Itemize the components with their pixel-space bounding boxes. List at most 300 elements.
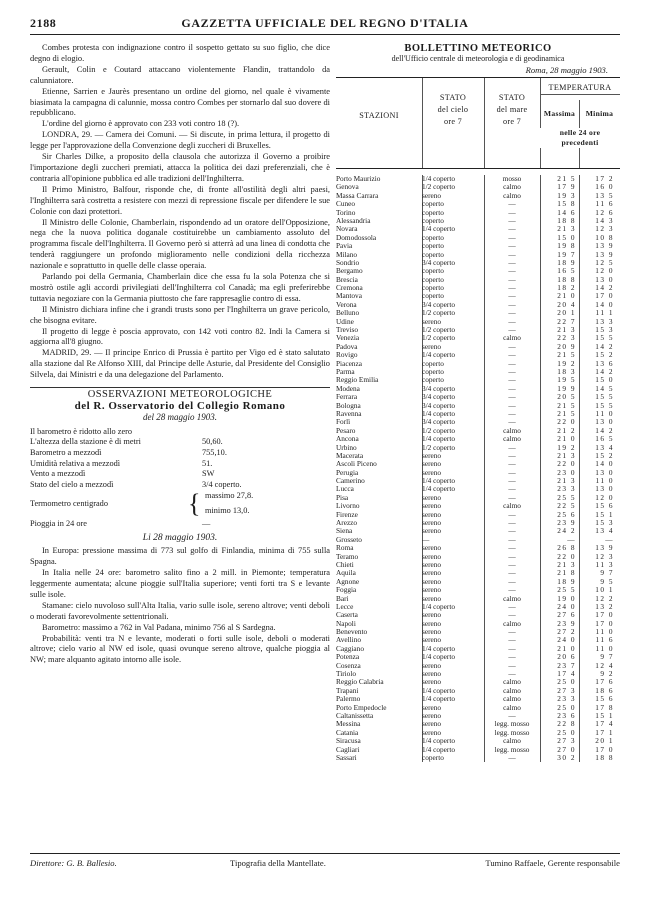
thermometer-max: massimo 27,8. <box>205 491 254 501</box>
sea-state: — <box>508 208 516 217</box>
table-row <box>336 670 620 678</box>
sea-state: legg. mosso <box>494 745 530 754</box>
table-row <box>336 175 620 183</box>
table-row <box>336 687 620 695</box>
table-row <box>336 527 620 535</box>
station-name: Aquila <box>336 569 356 578</box>
temp-max: 21 0 <box>557 291 576 301</box>
station-name: Genova <box>336 183 359 192</box>
table-row <box>336 452 620 460</box>
sky-state: coperto <box>422 753 444 762</box>
sea-state: calmo <box>503 703 521 712</box>
observation-row <box>30 480 330 491</box>
temp-max: 21 5 <box>557 350 576 360</box>
temp-min: 18 6 <box>595 685 614 695</box>
station-name: Perugia <box>336 468 359 477</box>
station-name: Trapani <box>336 686 359 695</box>
sea-state: — <box>508 326 516 335</box>
temp-max: 23 7 <box>557 660 576 670</box>
temp-min: 13 6 <box>595 358 614 368</box>
sky-state: 1/4 coperto <box>422 653 456 662</box>
station-name: Rovigo <box>336 351 358 360</box>
station-name: Camerino <box>336 477 365 486</box>
sea-state: — <box>508 376 516 385</box>
sea-state: — <box>508 300 516 309</box>
temp-max: — <box>567 534 576 544</box>
news-paragraph: Gerault, Colin e Coutard attaccano violentemente Flandin, trattandolo da calunniatore. <box>30 64 330 85</box>
sea-state: — <box>508 225 516 234</box>
temp-max: 17 4 <box>557 669 576 679</box>
table-row <box>336 695 620 703</box>
sea-state: — <box>508 519 516 528</box>
temp-min: 17 4 <box>595 719 614 729</box>
sky-state: — <box>422 535 430 544</box>
temp-min: 17 1 <box>595 727 614 737</box>
rain-value: — <box>202 519 211 529</box>
sea-state: — <box>508 451 516 460</box>
temp-max: 20 5 <box>557 392 576 402</box>
station-name: Mantova <box>336 292 362 301</box>
station-name: Urbino <box>336 443 357 452</box>
temp-max: 27 0 <box>557 744 576 754</box>
sky-state: sereno <box>422 611 442 620</box>
observation-value: 3/4 coperto. <box>202 479 242 489</box>
observation-value: 50,60. <box>202 437 223 447</box>
left-column <box>30 43 330 666</box>
sea-state: — <box>508 753 516 762</box>
sky-state: 1/4 coperto <box>422 477 456 486</box>
table-row <box>336 636 620 644</box>
table-row <box>336 578 620 586</box>
sea-state: calmo <box>503 426 521 435</box>
temp-max: 21 3 <box>557 325 576 335</box>
temp-min: 12 4 <box>595 660 614 670</box>
station-name: Cosenza <box>336 661 361 670</box>
table-row <box>336 460 620 468</box>
table-row <box>336 343 620 351</box>
table-row <box>336 519 620 527</box>
station-name: Lecce <box>336 602 354 611</box>
news-paragraph: Il Primo Ministro, Balfour, risponde che, di fronte all'ostilità degli altri paesi, l'Inghilterra sarà costretta a resistere con mezzi di repressione fiscale per difendere le sue Colonie con dazi protettori. <box>30 184 330 216</box>
station-name: Tiriolo <box>336 670 357 679</box>
sea-state: — <box>508 460 516 469</box>
temp-max: 21 3 <box>557 450 576 460</box>
station-name: Napoli <box>336 619 356 628</box>
temp-max: 21 3 <box>557 476 576 486</box>
temp-min: 14 0 <box>595 299 614 309</box>
temp-max: 25 6 <box>557 509 576 519</box>
temp-max: 25 0 <box>557 702 576 712</box>
station-name: Grosseto <box>336 535 362 544</box>
bulletin-paragraph: Probabilità: venti tra N e levante, moderati o forti sulle isole, deboli o moderati altrove; cielo vario al NW ed isole, quasi ovunque sereno altrove, qualche pioggia al NW; mare alquanto agitato intorno alle isole. <box>30 633 330 665</box>
bollettino-date: Roma, 28 maggio 1903. <box>525 65 608 75</box>
station-name: Pisa <box>336 493 349 502</box>
sky-state: sereno <box>422 510 442 519</box>
sky-state: sereno <box>422 661 442 670</box>
news-paragraph: Parlando poi della Germania, Chamberlain dice che essa fu la sola Potenza che si mostrò ostile agli accordi privilegiati dell'Inghilterra col Canadà; ma egli preferirebbe tuttavia negoziare con la Germania piuttosto che fare rappresaglie contro di essa. <box>30 272 330 303</box>
sky-state: 3/4 coperto <box>422 418 456 427</box>
sky-state: 1/4 coperto <box>422 175 456 183</box>
station-name: Macerata <box>336 451 364 460</box>
sea-state: — <box>508 267 516 276</box>
temp-max: 27 3 <box>557 736 576 746</box>
rain-label: Pioggia in 24 ore <box>30 519 87 529</box>
sky-state: 1/4 coperto <box>422 485 456 494</box>
temp-max: 22 5 <box>557 501 576 511</box>
sea-state: legg. mosso <box>494 728 530 737</box>
temp-min: 12 3 <box>595 551 614 561</box>
temp-max: 19 8 <box>557 241 576 251</box>
table-row <box>336 704 620 712</box>
observation-value: 51. <box>202 458 213 468</box>
sea-state: calmo <box>503 678 521 687</box>
sky-state: coperto <box>422 292 444 301</box>
observation-label: Vento a mezzodì <box>30 469 86 479</box>
temp-max: 21 2 <box>557 425 576 435</box>
sky-state: 1/2 coperto <box>422 334 456 343</box>
table-header <box>336 77 620 169</box>
sea-state: — <box>508 242 516 251</box>
sea-state: — <box>508 560 516 569</box>
news-paragraph: LONDRA, 29. — Camera dei Comuni. — Si discute, in prima lettura, il progetto di legge per l'approvazione della Convenzione degli zuccheri di Bruxelles. <box>30 130 330 151</box>
temp-max: 24 0 <box>557 601 576 611</box>
temp-max: 21 5 <box>557 408 576 418</box>
sky-state: sereno <box>422 502 442 511</box>
sea-state: — <box>508 317 516 326</box>
sky-state: sereno <box>422 678 442 687</box>
station-name: Agnone <box>336 577 360 586</box>
sky-state: coperto <box>422 267 444 276</box>
news-paragraphs <box>30 43 330 381</box>
observations-subtitle: del R. Osservatorio del Collegio Romano <box>74 400 286 412</box>
observation-row <box>30 427 330 438</box>
temp-min: 15 5 <box>595 392 614 402</box>
page-number: 2188 <box>30 16 57 30</box>
temp-min: 17 0 <box>595 610 614 620</box>
temp-min: 14 5 <box>595 383 614 393</box>
temp-max: 21 8 <box>557 568 576 578</box>
temp-min: 14 2 <box>595 341 614 351</box>
sky-state: 1/2 coperto <box>422 326 456 335</box>
temp-min: 17 0 <box>595 744 614 754</box>
temp-max: 23 6 <box>557 711 576 720</box>
temp-max: 25 0 <box>557 727 576 737</box>
station-name: Sondrio <box>336 258 360 267</box>
temp-min: 15 0 <box>595 375 614 385</box>
temp-max: 15 0 <box>557 232 576 242</box>
sky-state: sereno <box>422 712 442 720</box>
sea-state: — <box>508 250 516 259</box>
sea-state: — <box>508 485 516 494</box>
sky-state: 1/4 coperto <box>422 644 456 653</box>
sea-state: — <box>508 275 516 284</box>
col-stazioni: STAZIONI <box>359 111 399 120</box>
sky-state: coperto <box>422 250 444 259</box>
station-name: Domodossola <box>336 233 377 242</box>
temp-min: 13 5 <box>595 190 614 200</box>
sky-state: 1/4 coperto <box>422 602 456 611</box>
bulletin-paragraph: In Italia nelle 24 ore: barometro salito fino a 2 mill. in Piemonte; temperatura leggermente aumentata; alcune pioggie sull'Italia superiore; venti forti tra S e levante sulle isole. <box>30 568 330 599</box>
station-name: Chieti <box>336 560 354 569</box>
sea-state: calmo <box>503 594 521 603</box>
table-row <box>336 678 620 686</box>
temp-min: 15 5 <box>595 333 614 343</box>
table-row <box>336 234 620 242</box>
sea-state: — <box>508 384 516 393</box>
sky-state: 1/4 coperto <box>422 435 456 444</box>
table-row <box>336 284 620 292</box>
temp-max: 17 9 <box>557 182 576 192</box>
temp-min: 13 9 <box>595 249 614 259</box>
table-row <box>336 259 620 267</box>
temp-max: 18 9 <box>557 257 576 267</box>
temp-max: 25 0 <box>557 677 576 687</box>
sky-state: sereno <box>422 720 442 729</box>
temp-min: 11 1 <box>595 308 614 318</box>
temp-max: 23 9 <box>557 518 576 528</box>
temp-max: 15 8 <box>557 199 576 209</box>
sky-state: coperto <box>422 242 444 251</box>
table-row <box>336 410 620 418</box>
temp-min: 15 1 <box>595 711 614 720</box>
sea-state: — <box>508 258 516 267</box>
table-row <box>336 217 620 225</box>
observations-date: del 28 maggio 1903. <box>143 411 217 422</box>
sky-state: sereno <box>422 636 442 645</box>
sea-state: — <box>508 535 516 544</box>
sky-state: sereno <box>422 594 442 603</box>
table-row <box>336 225 620 233</box>
temp-max: 21 0 <box>557 643 576 653</box>
sea-state: — <box>508 200 516 209</box>
sea-state: — <box>508 359 516 368</box>
observation-label: L'altezza della stazione è di metri <box>30 437 141 447</box>
sea-state: — <box>508 216 516 225</box>
thermometer-min: minimo 13,0. <box>205 506 250 516</box>
station-name: Parma <box>336 367 355 376</box>
sky-state: 1/4 coperto <box>422 351 456 360</box>
temp-min: 13 0 <box>595 484 614 494</box>
temp-min: 14 2 <box>595 425 614 435</box>
table-row <box>336 376 620 384</box>
station-name: Caserta <box>336 611 358 620</box>
temp-min: 11 6 <box>595 635 614 645</box>
sea-state: — <box>508 443 516 452</box>
table-row <box>336 183 620 191</box>
station-name: Porto Maurizio <box>336 175 381 183</box>
news-paragraph: Il Ministro delle Colonie, Chamberlain, rispondendo ad un oratore dell'Opposizione, nega che la nuova politica doganale costituirebbe un cambiamento assoluto del programma fiscale dell'Inghilterra. Il Governo però si atterrà ad una linea di condotta che tenderà raggiungere un profondo miglioramento nelle condizioni della ricchezza nazionale e soprattutto in quelle delle classe operaia. <box>30 217 330 271</box>
temp-max: 19 7 <box>557 249 576 259</box>
col-stato-cielo: STATO del cielo ore 7 <box>437 93 469 126</box>
sea-state: — <box>508 653 516 662</box>
sea-state: — <box>508 569 516 578</box>
table-row <box>336 603 620 611</box>
table-row <box>336 746 620 754</box>
station-name: Verona <box>336 300 357 309</box>
temp-min: 13 3 <box>595 316 614 326</box>
temp-min: 14 0 <box>595 459 614 469</box>
bulletin-date: Li 28 maggio 1903. <box>142 533 218 544</box>
sky-state: sereno <box>422 619 442 628</box>
observation-row <box>30 459 330 470</box>
temp-max: 18 8 <box>557 215 576 225</box>
sky-state: 1/2 coperto <box>422 443 456 452</box>
station-name: Benevento <box>336 628 368 637</box>
station-name: Roma <box>336 544 354 553</box>
station-name: Alessandria <box>336 216 371 225</box>
table-row <box>336 435 620 443</box>
observations-section <box>30 387 330 666</box>
sky-state: 1/4 coperto <box>422 686 456 695</box>
temp-max: 23 0 <box>557 467 576 477</box>
observation-value: 755,10. <box>202 448 227 457</box>
table-row <box>336 569 620 577</box>
temp-min: 11 6 <box>595 199 614 209</box>
table-row <box>336 645 620 653</box>
sea-state: — <box>508 586 516 595</box>
table-row <box>336 267 620 275</box>
temp-max: 19 2 <box>557 358 576 368</box>
sky-state: sereno <box>422 703 442 712</box>
temp-max: 25 5 <box>557 585 576 595</box>
sea-state: calmo <box>503 334 521 343</box>
col-minima: Minima <box>585 109 614 118</box>
temp-max: 27 3 <box>557 685 576 695</box>
temp-max: 23 3 <box>557 694 576 704</box>
bulletin-paragraph: Stamane: cielo nuvoloso sull'Alta Italia, vario sulle isole, sereno altrove; venti deboli o moderati favorevolmente settentrionali. <box>30 600 330 621</box>
temp-min: — <box>605 534 614 544</box>
station-name: Novara <box>336 225 358 234</box>
sea-state: calmo <box>503 183 521 192</box>
sea-state: — <box>508 636 516 645</box>
sea-state: calmo <box>503 619 521 628</box>
table-row <box>336 611 620 619</box>
temp-min: 14 3 <box>595 215 614 225</box>
station-name: Ascoli Piceno <box>336 460 377 469</box>
station-name: Caggiano <box>336 644 364 653</box>
sea-state: — <box>508 527 516 536</box>
observation-label: Umidità relativa a mezzodì <box>30 458 121 468</box>
page-header <box>30 16 620 35</box>
temp-min: 9 7 <box>600 568 614 578</box>
col-temperatura: TEMPERATURA <box>540 82 620 95</box>
bollettino-title: BOLLETTINO METEORICO <box>404 43 552 54</box>
table-row <box>336 561 620 569</box>
temp-min: 11 3 <box>595 559 614 569</box>
sky-state: coperto <box>422 275 444 284</box>
station-name: Teramo <box>336 552 359 561</box>
sky-state: 3/4 coperto <box>422 384 456 393</box>
news-paragraph: Il Ministro dichiara infine che i grandi trusts sono per l'Inghilterra un grave pericolo, che bisogna evitare. <box>30 304 330 325</box>
sky-state: sereno <box>422 519 442 528</box>
sea-state: — <box>508 577 516 586</box>
sky-state: 1/4 coperto <box>422 695 456 704</box>
sea-state: — <box>508 661 516 670</box>
station-name: Ferrara <box>336 393 358 402</box>
station-name: Caltanissetta <box>336 712 374 720</box>
temp-min: 15 6 <box>595 694 614 704</box>
sea-state: calmo <box>503 502 521 511</box>
temp-max: 27 6 <box>557 610 576 620</box>
temp-min: 11 0 <box>595 643 614 653</box>
observation-value: SW <box>202 469 215 479</box>
station-name: Treviso <box>336 326 359 335</box>
table-row <box>336 276 620 284</box>
sky-state: sereno <box>422 670 442 679</box>
temp-max: 23 9 <box>557 618 576 628</box>
temp-max: 26 8 <box>557 543 576 553</box>
bollettino-subtitle: dell'Ufficio centrale di meteorologia e di geodinamica <box>391 54 565 63</box>
temp-min: 16 0 <box>595 182 614 192</box>
table-row <box>336 729 620 737</box>
table-row <box>336 418 620 426</box>
sky-state: coperto <box>422 208 444 217</box>
table-row <box>336 494 620 502</box>
temp-min: 11 0 <box>595 408 614 418</box>
temp-min: 12 0 <box>595 492 614 502</box>
sky-state: sereno <box>422 628 442 637</box>
sky-state: coperto <box>422 284 444 293</box>
sea-state: calmo <box>503 695 521 704</box>
temp-max: 22 3 <box>557 333 576 343</box>
sea-state: calmo <box>503 686 521 695</box>
sky-state: 1/4 coperto <box>422 737 456 746</box>
news-paragraph: MADRID, 29. — Il principe Enrico di Prussia è partito per Vigo ed è stato salutato alla stazione dal Re Alfonso XIII, dal Principe delle Asturie, dal Presidente del Consiglio Silvela, dai Ministri e da una delegazione del Parlamento. <box>30 348 330 380</box>
observations-table <box>30 427 330 491</box>
table-row <box>336 402 620 410</box>
observation-row <box>30 437 330 448</box>
sky-state: sereno <box>422 493 442 502</box>
sky-state: 3/4 coperto <box>422 401 456 410</box>
temp-max: 20 6 <box>557 652 576 662</box>
station-name: Firenze <box>336 510 358 519</box>
station-name: Bari <box>336 594 349 603</box>
sky-state: sereno <box>422 552 442 561</box>
sky-state: sereno <box>422 569 442 578</box>
col-stato-mare: STATO del mare ore 7 <box>496 93 528 126</box>
observations-title: OSSERVAZIONI METEOROLOGICHE <box>30 387 330 401</box>
station-name: Pesaro <box>336 426 356 435</box>
temp-max: 30 2 <box>557 752 576 762</box>
table-row <box>336 200 620 208</box>
station-name: Lucca <box>336 485 354 494</box>
sea-state: legg. mosso <box>494 720 530 729</box>
sea-state: — <box>508 393 516 402</box>
temp-max: 14 6 <box>557 207 576 217</box>
table-row <box>336 653 620 661</box>
sky-state: sereno <box>422 560 442 569</box>
temp-min: 10 8 <box>595 232 614 242</box>
table-row <box>336 485 620 493</box>
news-paragraph: Etienne, Sarrien e Jaurès presentano un ordine del giorno, nel quale è vivamente biasimata la campagna di calunnie, mossa contro Combes per stornarlo dal suo dovere di repubblicano. <box>30 86 330 118</box>
sky-state: sereno <box>422 317 442 326</box>
temp-max: 18 3 <box>557 366 576 376</box>
sea-state: — <box>508 233 516 242</box>
temp-min: 13 2 <box>595 601 614 611</box>
station-name: Bergamo <box>336 267 363 276</box>
sky-state: 1/4 coperto <box>422 745 456 754</box>
station-name: Milano <box>336 250 358 259</box>
table-row <box>336 301 620 309</box>
sea-state: — <box>508 284 516 293</box>
sky-state: coperto <box>422 376 444 385</box>
temp-min: 17 6 <box>595 677 614 687</box>
sea-state: calmo <box>503 191 521 200</box>
temp-max: 22 0 <box>557 459 576 469</box>
temp-min: 13 0 <box>595 417 614 427</box>
page-footer <box>30 853 620 868</box>
temp-max: 22 0 <box>557 551 576 561</box>
